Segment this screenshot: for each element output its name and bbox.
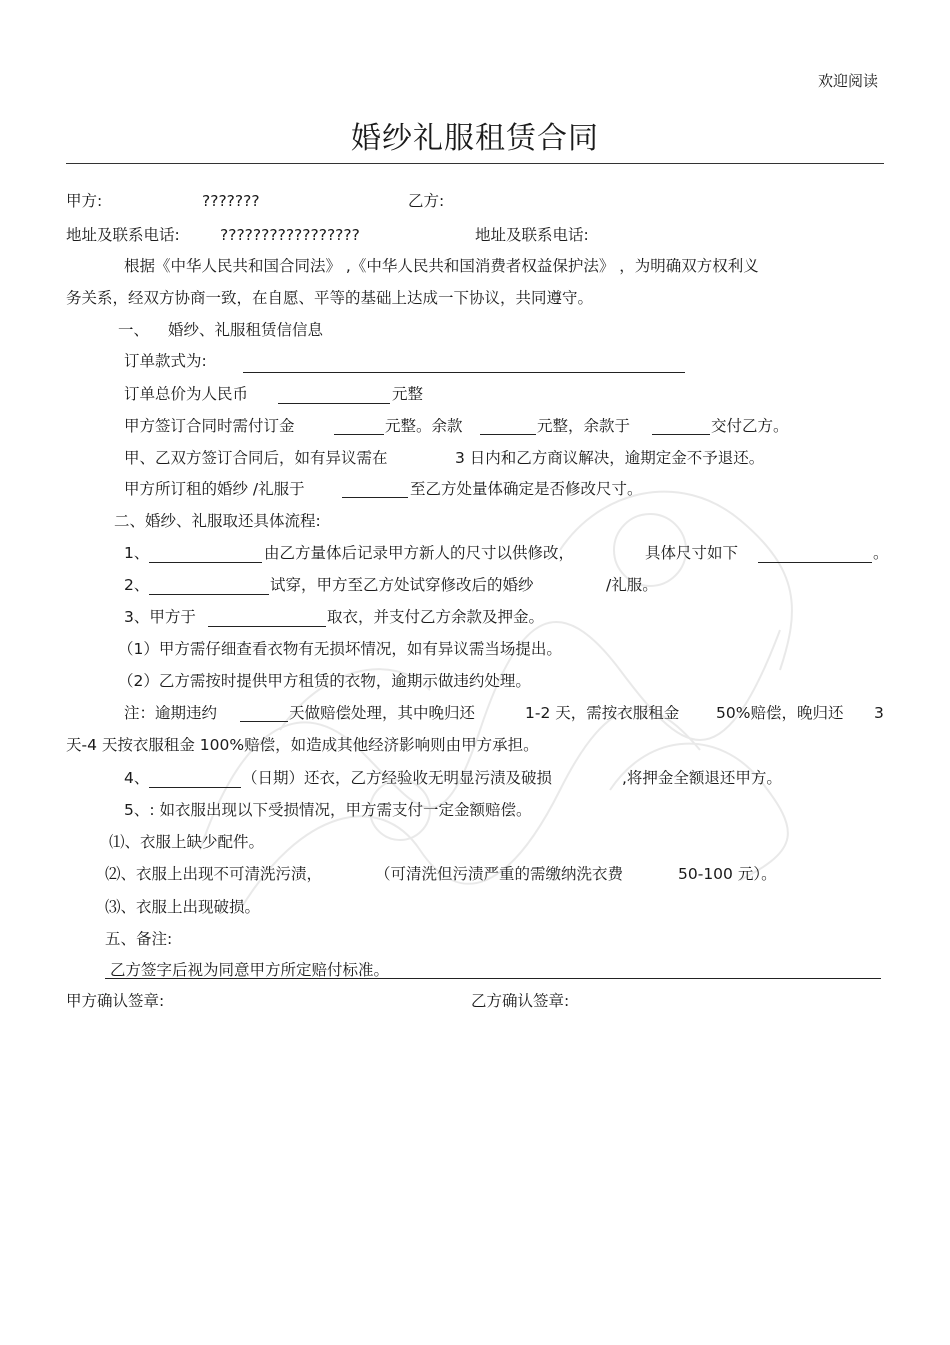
damage-2-a: ⑵、衣服上出现不可清洗污渍， [105, 865, 323, 883]
step1-size-blank [758, 562, 872, 563]
step1-text: 由乙方量体后记录甲方新人的尺寸以供修改， [264, 544, 575, 562]
step4-date-blank [149, 787, 241, 788]
step3-text-b: 取衣，并支付乙方余款及押金。 [327, 608, 545, 626]
balance-date-blank [652, 434, 710, 435]
section2-heading: 二、婚纱、礼服取还具体流程: [114, 512, 321, 530]
fitting-text-b: 至乙方处量体确定是否修改尺寸。 [410, 480, 643, 498]
party-b-signature: 乙方确认签章: [471, 992, 570, 1010]
step2-number: 2、 [124, 576, 150, 594]
overdue-text-a: 注：逾期违约 [124, 704, 218, 722]
deposit-text-b: 元整。余款 [385, 417, 463, 435]
party-a-signature: 甲方确认签章: [66, 992, 165, 1010]
step5-text: 5、: 如衣服出现以下受损情况，甲方需支付一定金额赔偿。 [124, 801, 532, 819]
damage-2-b: （可清洗但污渍严重的需缴纳洗衣费 [375, 865, 624, 883]
party-a-name: ??????? [202, 192, 260, 210]
step1-size-label: 具体尺寸如下 [645, 544, 739, 562]
deposit-text-a: 甲方签订合同时需付订金 [124, 417, 295, 435]
dispute-text-b: 3 日内和乙方商议解决，逾期定金不予退还。 [455, 449, 765, 467]
damage-1: ⑴、衣服上缺少配件。 [109, 833, 265, 851]
remark-underline [105, 978, 881, 979]
party-b-label: 乙方: [408, 192, 445, 210]
overdue-days-blank [240, 721, 288, 722]
price-suffix: 元整 [392, 385, 424, 403]
damage-3: ⑶、衣服上出现破损。 [105, 898, 261, 916]
step2-text-end: /礼服。 [606, 576, 658, 594]
header-note: 欢迎阅读 [817, 72, 878, 90]
overdue-text-d: 50%赔偿，晚归还 [716, 704, 844, 722]
note-2: （2）乙方需按时提供甲方租赁的衣物，逾期示做违约处理。 [118, 672, 531, 690]
section1-number: 一、 [118, 321, 150, 339]
section1-heading: 婚纱、礼服租赁信信息 [168, 321, 324, 339]
address-b-label: 地址及联系电话: [475, 226, 589, 244]
intro-line-2: 务关系，经双方协商一致，在自愿、平等的基础上达成一下协议，共同遵守。 [66, 289, 594, 307]
document-title: 婚纱礼服租赁合同 [351, 121, 599, 156]
step1-end: 。 [873, 544, 889, 562]
deposit-text-d: 交付乙方。 [711, 417, 789, 435]
deposit-text-c: 元整，余款于 [537, 417, 631, 435]
note-1: （1）甲方需仔细查看衣物有无损坏情况，如有异议需当场提出。 [118, 640, 562, 658]
style-blank [243, 372, 685, 373]
balance-blank [480, 434, 536, 435]
step2-date-blank [149, 594, 269, 595]
title-divider [66, 163, 884, 164]
party-a-label: 甲方: [66, 192, 103, 210]
damage-2-c: 50-100 元）。 [678, 865, 777, 883]
step1-date-blank [149, 562, 262, 563]
overdue-text-e: 3 [874, 704, 884, 722]
step2-text: 试穿，甲方至乙方处试穿修改后的婚纱 [270, 576, 534, 594]
overdue-line-2: 天-4 天按衣服租金 100%赔偿，如造成其他经济影响则由甲方承担。 [66, 736, 539, 754]
address-a-label: 地址及联系电话: [66, 226, 180, 244]
intro-line-1: 根据《中华人民共和国合同法》 ,《中华人民共和国消费者权益保护法》 ，为明确双方权利义 [124, 257, 759, 275]
step4-text-b: （日期）还衣，乙方经验收无明显污渍及破损 [242, 769, 553, 787]
overdue-text-b: 天做赔偿处理，其中晚归还 [289, 704, 476, 722]
price-prefix: 订单总价为人民币 [124, 385, 249, 403]
style-label: 订单款式为: [124, 352, 207, 370]
step4-text-c: ,将押金全额退还甲方。 [622, 769, 782, 787]
step3-date-blank [208, 626, 326, 627]
deposit-blank [334, 434, 384, 435]
step4-number: 4、 [124, 769, 150, 787]
fitting-text-a: 甲方所订租的婚纱 /礼服于 [124, 480, 305, 498]
address-a-value: ????????????????? [220, 226, 360, 244]
price-blank [278, 403, 390, 404]
fitting-date-blank [342, 497, 408, 498]
dispute-text-a: 甲、乙双方签订合同后，如有异议需在 [124, 449, 388, 467]
step3-text-a: 3、甲方于 [124, 608, 196, 626]
step1-number: 1、 [124, 544, 150, 562]
remark-text: 乙方签字后视为同意甲方所定赔付标准。 [110, 961, 390, 979]
overdue-text-c: 1-2 天，需按衣服租金 [525, 704, 680, 722]
section5-heading: 五、备注: [105, 930, 173, 948]
